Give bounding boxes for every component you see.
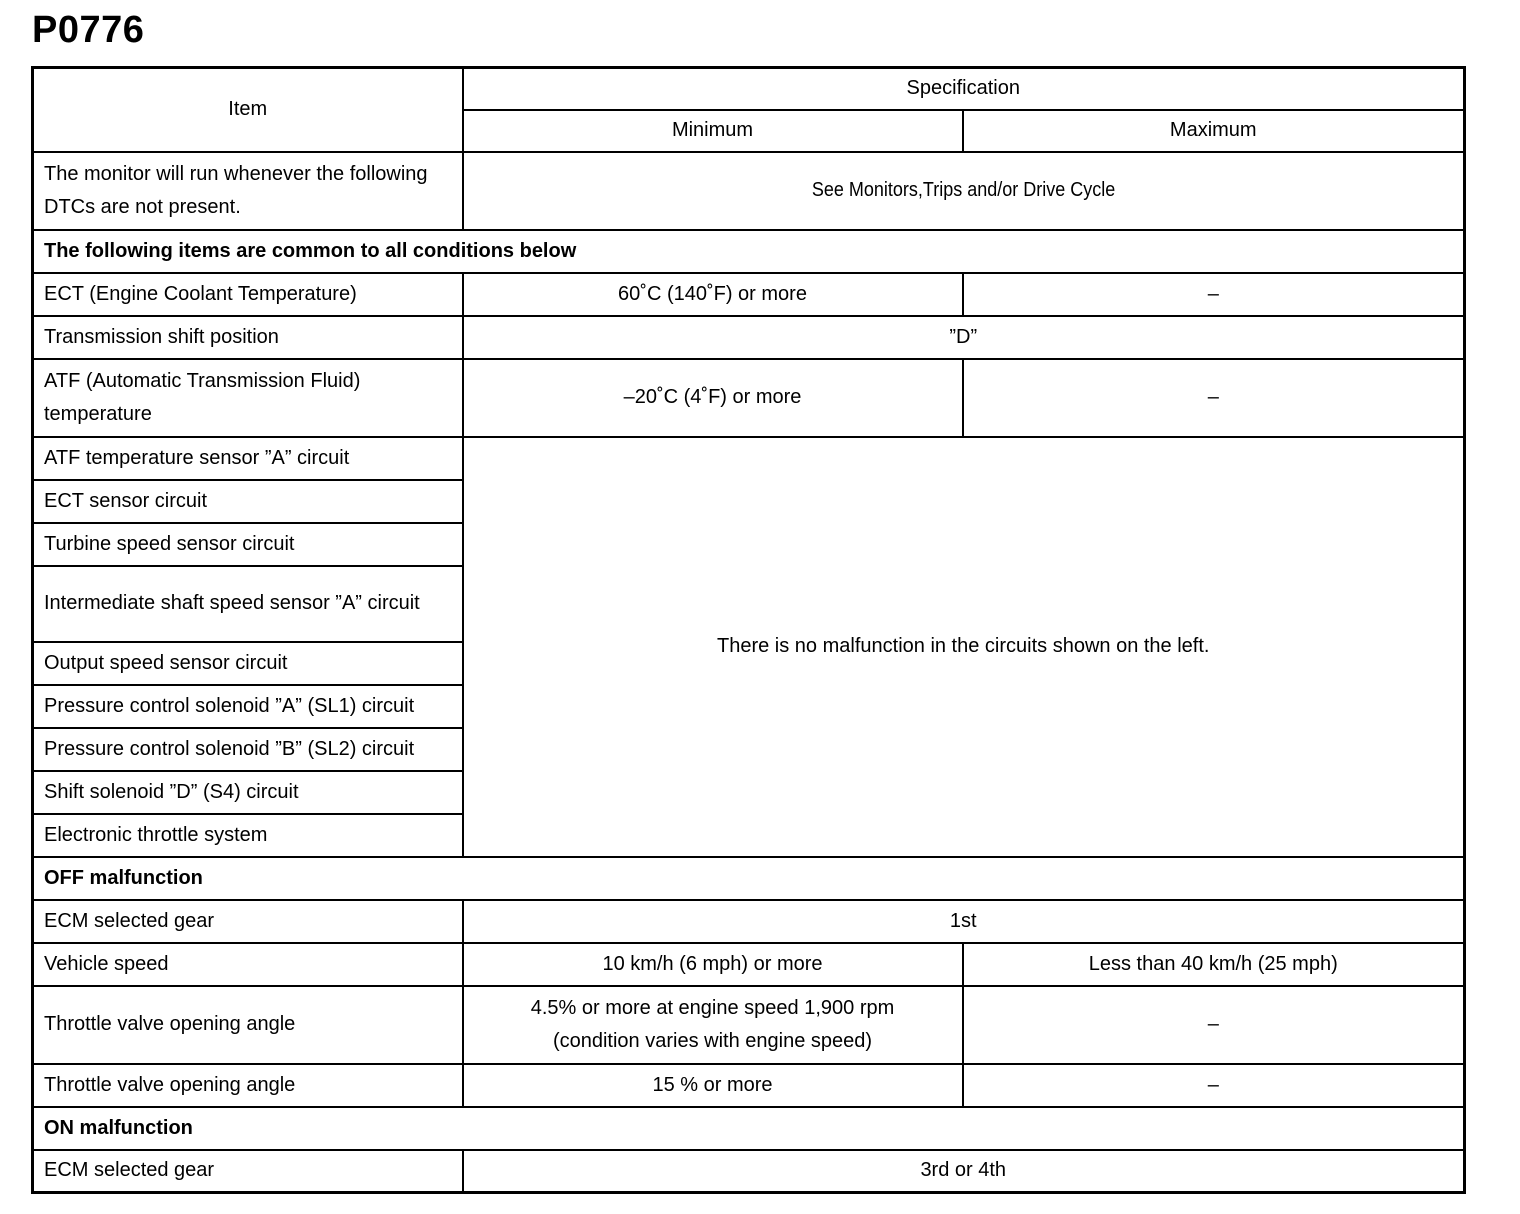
- on-gear-item: ECM selected gear: [33, 1150, 463, 1193]
- spec-table: [31, 66, 1466, 1194]
- shift-position-value: ”D”: [463, 316, 1465, 359]
- throttle-1-item: Throttle valve opening angle: [33, 986, 463, 1064]
- off-gear-item: ECM selected gear: [33, 900, 463, 943]
- table-row: [33, 437, 1465, 480]
- ect-max: –: [963, 273, 1465, 316]
- throttle-1-min-line2: (condition varies with engine speed): [552, 1029, 873, 1052]
- common-section-heading: The following items are common to all conditions below: [33, 230, 1465, 273]
- throttle-1-min-line1: 4.5% or more at engine speed 1,900 rpm: [530, 996, 895, 1019]
- vehicle-speed-max: Less than 40 km/h (25 mph): [963, 943, 1465, 986]
- header-row: [33, 68, 1465, 110]
- table-row: [33, 152, 1465, 230]
- table-row: [33, 1150, 1465, 1193]
- header-item: Item: [33, 68, 463, 152]
- shift-position-item: Transmission shift position: [33, 316, 463, 359]
- table-row: [33, 1064, 1465, 1107]
- off-section-heading: OFF malfunction: [33, 857, 1465, 900]
- throttle-2-max: –: [963, 1064, 1465, 1107]
- monitor-value: [463, 152, 1465, 230]
- circuit-item: Pressure control solenoid ”A” (SL1) circuit: [33, 685, 463, 728]
- atf-min: –20˚C (4˚F) or more: [463, 359, 963, 437]
- circuits-note: There is no malfunction in the circuits shown on the left.: [463, 437, 1465, 857]
- on-section-heading: ON malfunction: [33, 1107, 1465, 1150]
- monitor-value-text: See Monitors,Trips and/or Drive Cycle: [811, 179, 1115, 201]
- header-specification: Specification: [463, 68, 1465, 110]
- throttle-2-min: 15 % or more: [463, 1064, 963, 1107]
- table-row: [33, 316, 1465, 359]
- table-row: [33, 273, 1465, 316]
- circuit-item: Output speed sensor circuit: [33, 642, 463, 685]
- circuit-item: Pressure control solenoid ”B” (SL2) circuit: [33, 728, 463, 771]
- circuit-item: Electronic throttle system: [33, 814, 463, 857]
- atf-max: –: [963, 359, 1465, 437]
- header-minimum: Minimum: [463, 110, 963, 152]
- vehicle-speed-item: Vehicle speed: [33, 943, 463, 986]
- section-row: [33, 230, 1465, 273]
- throttle-2-item: Throttle valve opening angle: [33, 1064, 463, 1107]
- page-title: P0776: [32, 9, 145, 51]
- ect-item: ECT (Engine Coolant Temperature): [33, 273, 463, 316]
- circuit-item: Intermediate shaft speed sensor ”A” circuit: [33, 566, 463, 642]
- section-row: [33, 1107, 1465, 1150]
- throttle-1-min: [463, 986, 963, 1064]
- table-row: [33, 943, 1465, 986]
- ect-min: 60˚C (140˚F) or more: [463, 273, 963, 316]
- on-gear-value: 3rd or 4th: [463, 1150, 1465, 1193]
- table-row: [33, 986, 1465, 1064]
- throttle-1-max: –: [963, 986, 1465, 1064]
- atf-item: ATF (Automatic Transmission Fluid) temperature: [33, 359, 463, 437]
- header-maximum: Maximum: [963, 110, 1465, 152]
- table-row: [33, 900, 1465, 943]
- circuit-item: ECT sensor circuit: [33, 480, 463, 523]
- section-row: [33, 857, 1465, 900]
- monitor-item: The monitor will run whenever the following DTCs are not present.: [33, 152, 463, 230]
- table-row: [33, 359, 1465, 437]
- vehicle-speed-min: 10 km/h (6 mph) or more: [463, 943, 963, 986]
- circuit-item: Shift solenoid ”D” (S4) circuit: [33, 771, 463, 814]
- circuit-item: ATF temperature sensor ”A” circuit: [33, 437, 463, 480]
- circuit-item: Turbine speed sensor circuit: [33, 523, 463, 566]
- off-gear-value: 1st: [463, 900, 1465, 943]
